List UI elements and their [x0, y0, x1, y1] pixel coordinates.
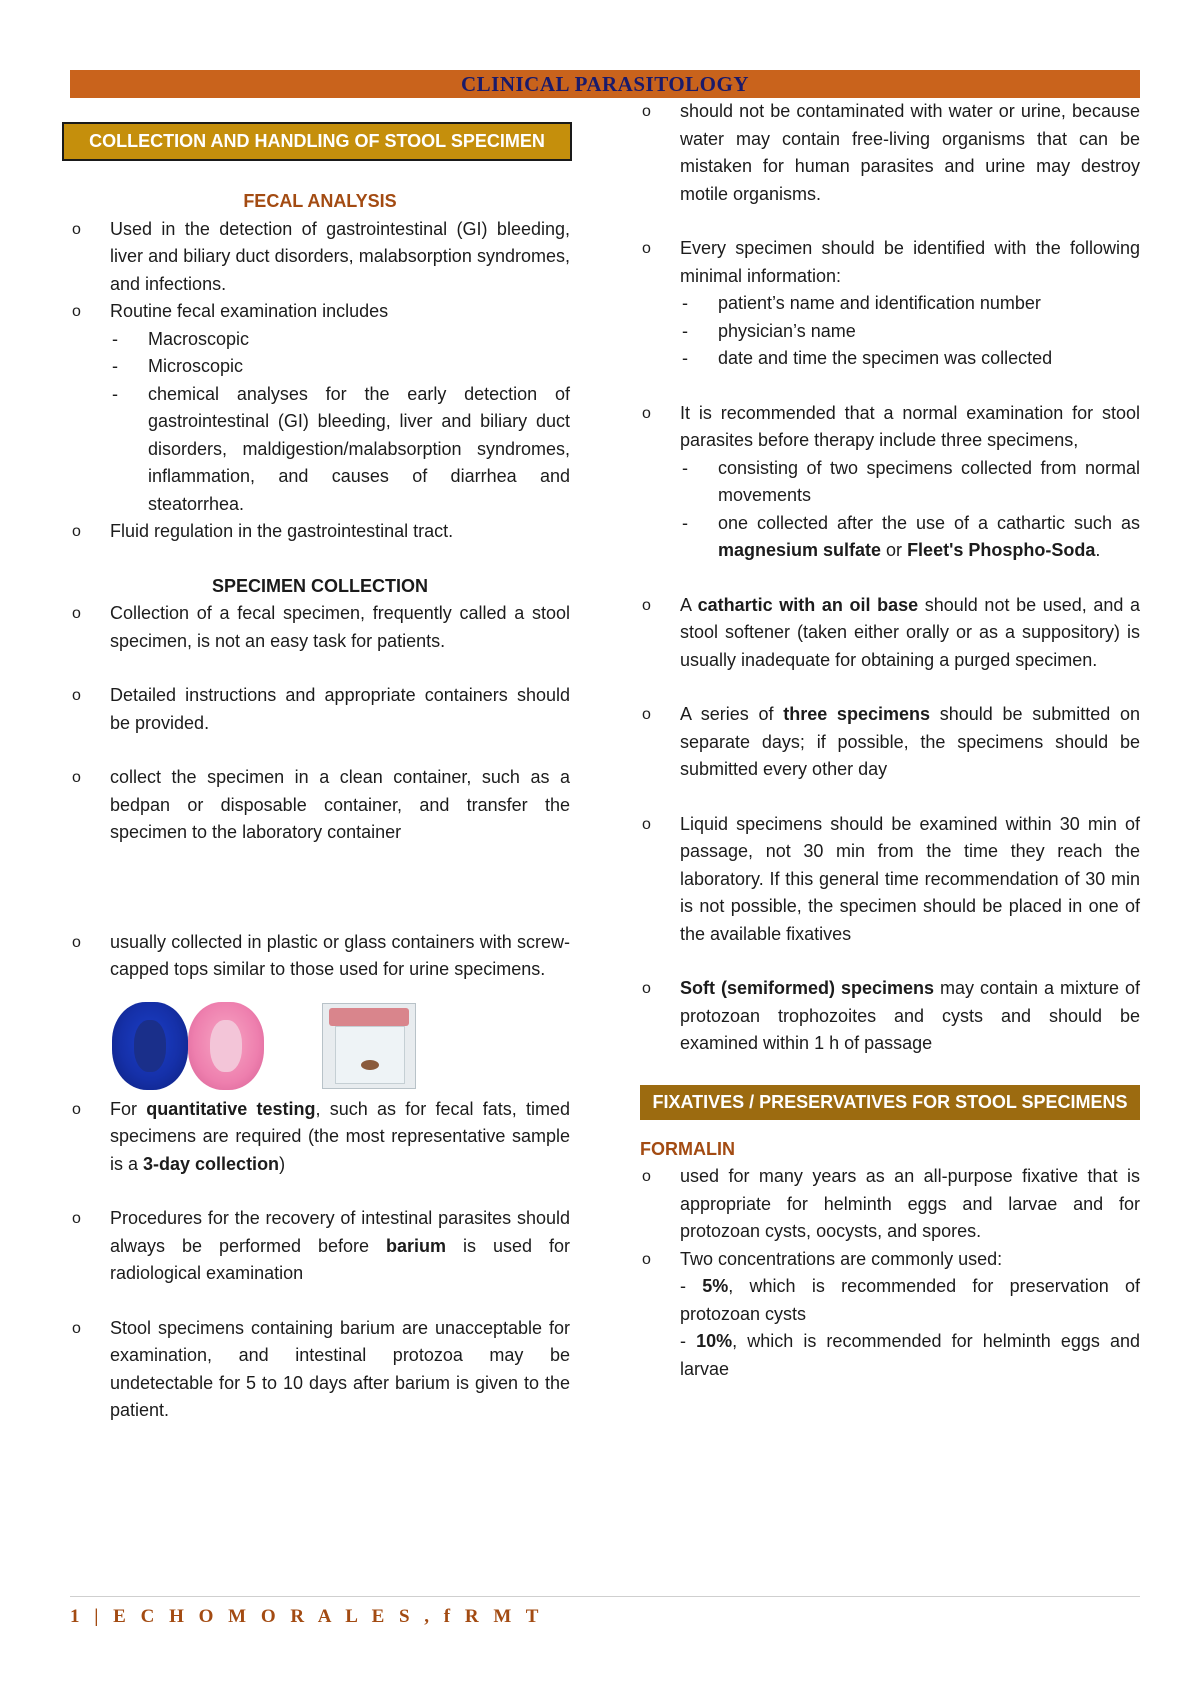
- list-item: o For quantitative testing, such as for fecal fats, timed specimens are required (the most representative sample is a 3-day collection): [70, 1096, 570, 1179]
- right-list: [640, 98, 1140, 1058]
- right-column: [640, 98, 1140, 1383]
- list-item: - Macroscopic: [110, 326, 570, 354]
- list-item: o Every specimen should be identified with the following minimal information: - patient’s name and identification number - physician’s name - date and time the specimen was collected: [640, 235, 1140, 373]
- list-item: o Stool specimens containing barium are unacceptable for examination, and intestinal protozoa may be undetectable for 5 to 10 days after barium is given to the patient.: [70, 1315, 570, 1425]
- concentration-5: - 5%, which is recommended for preservation of protozoan cysts: [680, 1276, 1141, 1324]
- page-header-title: CLINICAL PARASITOLOGY: [460, 72, 750, 96]
- recommendation-list: [680, 455, 1140, 565]
- testing-list: [70, 1096, 570, 1425]
- list-item: - physician’s name: [680, 318, 1140, 346]
- section-title-collection: COLLECTION AND HANDLING OF STOOL SPECIMEN: [62, 122, 572, 161]
- exam-types-list: [110, 326, 570, 519]
- list-item: o A series of three specimens should be submitted on separate days; if possible, the specimens should be submitted every other day: [640, 701, 1140, 784]
- list-item: o It is recommended that a normal examination for stool parasites before therapy include three specimens, - consisting of two specimens collected from normal movements - one collected after the use of a cathartic such as magnesium sulfate or Fleet's Phospho-Soda.: [640, 400, 1140, 565]
- list-item: o Liquid specimens should be examined within 30 min of passage, not 30 min from the time they reach the laboratory. If this general time recommendation of 30 min is not possible, the specimen should be placed in one of the available fixatives: [640, 811, 1140, 949]
- list-item: o Collection of a fecal specimen, frequently called a stool specimen, is not an easy task for patients.: [70, 600, 570, 655]
- list-item: - chemical analyses for the early detection of gastrointestinal (GI) bleeding, liver and biliary duct disorders, maldigestion/malabsorption syndromes, inflammation, and causes of diarrhea and steatorrhea.: [110, 381, 570, 519]
- list-item: o Used in the detection of gastrointestinal (GI) bleeding, liver and biliary duct disorders, malabsorption syndromes, and infections.: [70, 216, 570, 299]
- left-column: [70, 122, 570, 1425]
- page-header-banner: [70, 70, 1140, 98]
- list-item: o A cathartic with an oil base should not be used, and a stool softener (taken either orally or as a suppository) is usually inadequate for obtaining a purged specimen.: [640, 592, 1140, 675]
- list-item: o Fluid regulation in the gastrointestinal tract.: [70, 518, 570, 546]
- list-item: - one collected after the use of a cathartic such as magnesium sulfate or Fleet's Phospho-Soda.: [680, 510, 1140, 565]
- container-images: [112, 1002, 570, 1090]
- blue-bedpan-icon: [112, 1002, 188, 1090]
- list-item: o Soft (semiformed) specimens may contain a mixture of protozoan trophozoites and cysts and should be examined within 1 h of passage: [640, 975, 1140, 1058]
- list-item: - patient’s name and identification number: [680, 290, 1140, 318]
- fecal-analysis-list: [70, 216, 570, 546]
- collection-list: [70, 600, 570, 984]
- list-item: o used for many years as an all-purpose fixative that is appropriate for helminth eggs and larvae and for protozoan cysts, oocysts, and spores.: [640, 1163, 1140, 1246]
- fecal-analysis-heading: FECAL ANALYSIS: [243, 191, 397, 211]
- list-item: o Procedures for the recovery of intestinal parasites should always be performed before barium is used for radiological examination: [70, 1205, 570, 1288]
- concentration-10: - 10%, which is recommended for helminth eggs and larvae: [680, 1331, 1140, 1379]
- list-item: o collect the specimen in a clean container, such as a bedpan or disposable container, and transfer the specimen to the laboratory container: [70, 764, 570, 847]
- list-item: o usually collected in plastic or glass containers with screw-capped tops similar to those used for urine specimens.: [70, 929, 570, 984]
- pink-bedpan-icon: [188, 1002, 264, 1090]
- specimen-collection-heading: SPECIMEN COLLECTION: [211, 575, 428, 596]
- footer-divider: [70, 1596, 1140, 1597]
- list-item: - consisting of two specimens collected from normal movements: [680, 455, 1140, 510]
- formalin-list: [640, 1163, 1140, 1383]
- section-title-fixatives: FIXATIVES / PRESERVATIVES FOR STOOL SPECIMENS: [640, 1085, 1140, 1120]
- list-item: o Routine fecal examination includes - Macroscopic - Microscopic - chemical analyses for the early detection of gastrointestinal (GI) bleeding, liver and biliary duct disorders, maldigestion/malabsorption syndromes, inflammation, and causes of diarrhea and steatorrhea.: [70, 298, 570, 518]
- list-item: o Detailed instructions and appropriate containers should be provided.: [70, 682, 570, 737]
- list-item: - date and time the specimen was collected: [680, 345, 1140, 373]
- list-item: o should not be contaminated with water or urine, because water may contain free-living organisms that can be mistaken for human parasites and urine may destroy motile organisms.: [640, 98, 1140, 208]
- identification-list: [680, 290, 1140, 373]
- list-item: - Microscopic: [110, 353, 570, 381]
- specimen-container-icon: [322, 1003, 416, 1089]
- list-item: o Two concentrations are commonly used: - 5%, which is recommended for preservation of protozoan cysts - 10%, which is recommended for helminth eggs and larvae: [640, 1246, 1140, 1384]
- page-footer: 1 | E C H O M O R A L E S , f R M T: [70, 1606, 544, 1627]
- formalin-heading: FORMALIN: [640, 1138, 735, 1159]
